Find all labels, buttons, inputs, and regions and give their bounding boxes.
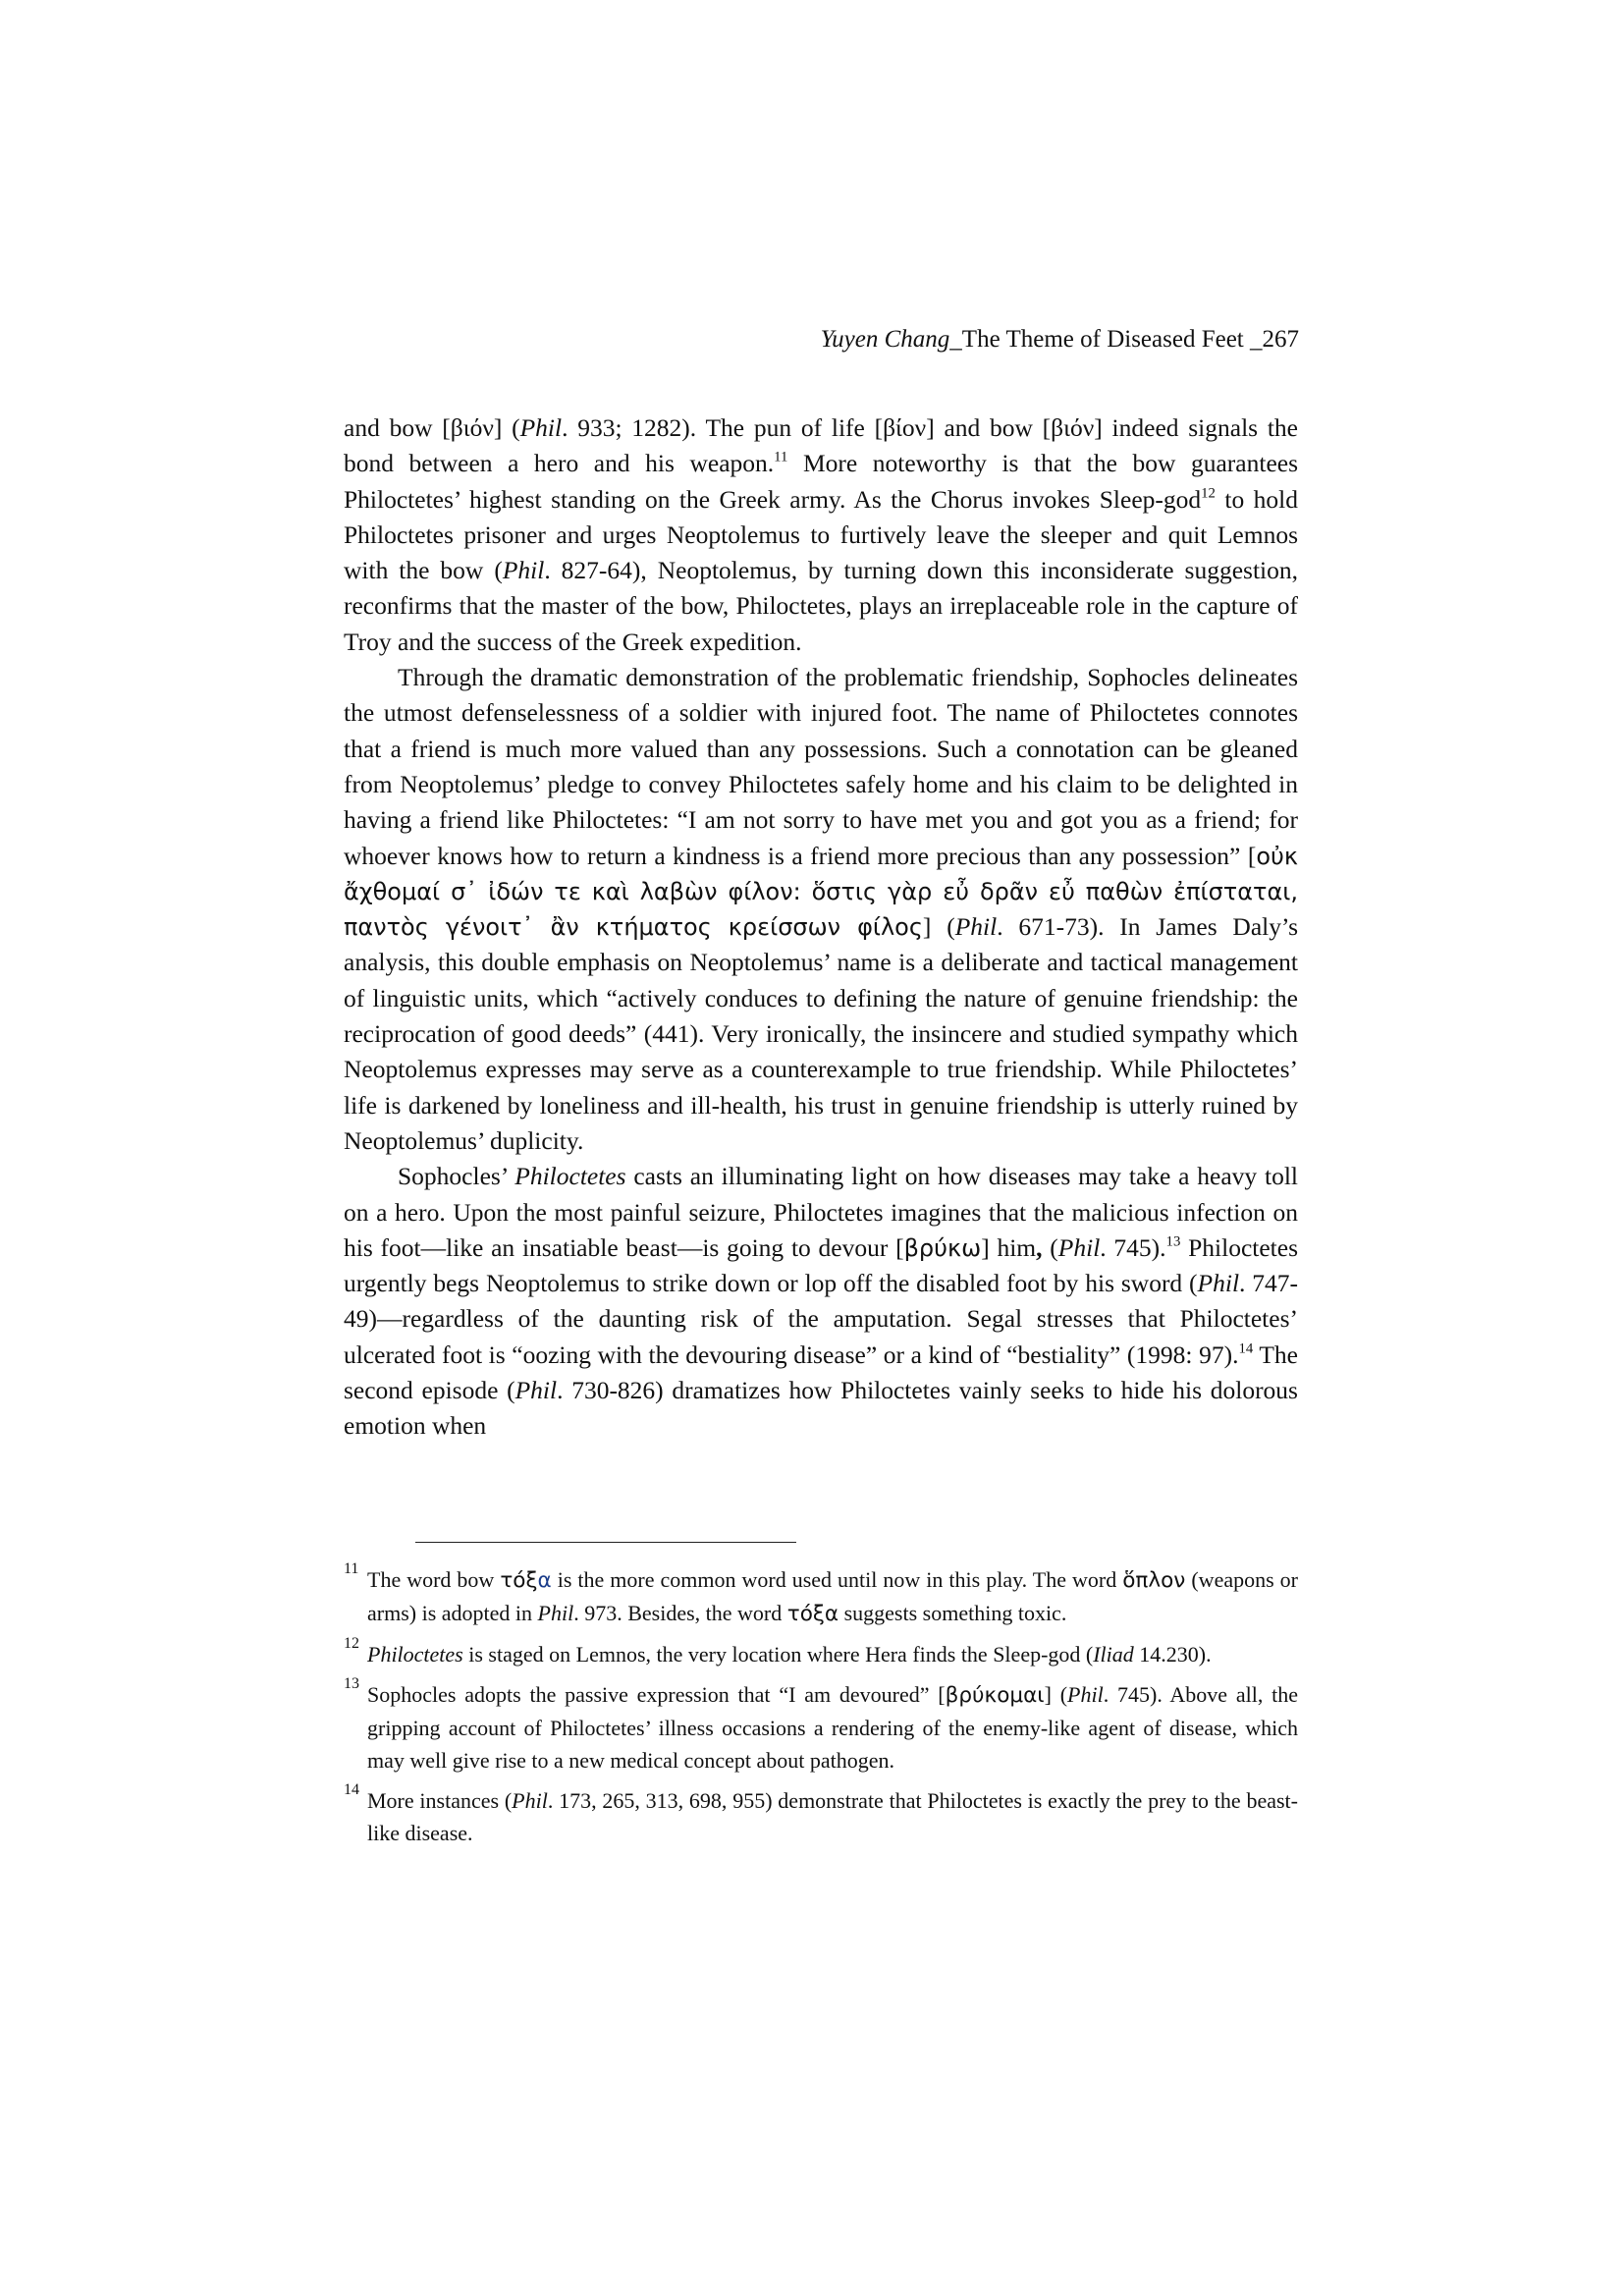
text-run: and bow [βιόν] (	[344, 413, 520, 442]
text-run: ] (	[1044, 1682, 1068, 1707]
text-run: More instances (	[367, 1788, 513, 1813]
footnote-number: 12	[344, 1635, 359, 1652]
text-run: (weapons or arms) is adopted in	[367, 1567, 1298, 1625]
text-run: ,	[1036, 1232, 1043, 1262]
work-citation: Phil	[1057, 1232, 1101, 1262]
footnote-14	[344, 1781, 1298, 1849]
footnote-separator	[415, 1542, 796, 1543]
greek-word-part: τόξ	[500, 1568, 538, 1593]
text-run: . 745). Above all, the gripping account of Philoctetes’ illness occasions a rendering of the enemy-like agent of disease, which may well give rise to a new medical concept about pathogen.	[367, 1682, 1299, 1773]
greek-word: ὅπλον	[1122, 1568, 1186, 1593]
header-title: The Theme of Diseased Feet _267	[961, 326, 1299, 353]
text-run: (	[1042, 1232, 1058, 1262]
work-citation: Iliad	[1093, 1642, 1134, 1667]
footnote-number: 11	[344, 1560, 359, 1577]
footnote-11	[344, 1560, 1298, 1630]
footnote-12	[344, 1635, 1298, 1670]
text-run: is the more common word used until now in this play. The word	[551, 1567, 1123, 1592]
work-title: Philoctetes	[367, 1642, 463, 1667]
text-run: suggests something toxic.	[839, 1601, 1067, 1625]
paragraph	[344, 1159, 1298, 1444]
greek-word: τόξα	[786, 1602, 839, 1626]
paragraph	[344, 410, 1298, 660]
footnote-number: 13	[344, 1675, 359, 1692]
text-run: . 730-826) dramatizes how Philoctetes vainly seeks to hide his dolorous emotion when	[344, 1376, 1298, 1441]
text-run: ] him	[981, 1232, 1037, 1262]
text-run: The word bow	[367, 1567, 501, 1592]
footnote-ref: 12	[1201, 484, 1216, 501]
greek-quotation: οὐκ ἄχθομαί σ᾽ ἰδών τε καὶ λαβὼν φίλον: ὅστις γὰρ εὖ δρᾶν εὖ παθὼν ἐπίσταται, παντὸς γένοιτ᾽ ἂν κτήματος κρείσσων φίλος	[344, 842, 1298, 942]
footnote-ref: 13	[1165, 1233, 1181, 1250]
text-run: Sophocles adopts the passive expression that “I am devoured” [	[367, 1682, 946, 1707]
text-run: Sophocles’	[398, 1162, 515, 1191]
header-separator: _	[949, 326, 962, 353]
greek-word	[500, 1568, 551, 1593]
running-header	[821, 325, 1299, 355]
footnote-number: 14	[344, 1781, 359, 1798]
main-text	[344, 410, 1298, 1445]
work-citation: Phil	[1067, 1682, 1104, 1707]
work-title: Philoctetes	[514, 1162, 626, 1191]
text-run: The second episode (	[344, 1339, 1299, 1405]
text-run: More noteworthy is that the bow guarantees Philoctetes’ highest standing on the Greek army. As the Chorus invokes Sleep-god	[344, 449, 1298, 514]
footnotes	[344, 1560, 1299, 1857]
work-citation: Phil	[512, 1788, 548, 1813]
work-citation: Phil	[954, 912, 998, 942]
text-run: ] (	[922, 912, 955, 942]
text-run: . 827-64), Neoptolemus, by turning down this inconsiderate suggestion, reconfirms that the master of the bow, Philoctetes, plays an irreplaceable role in the capture of Troy and the success of the Greek expedition.	[344, 556, 1298, 656]
work-citation: Phil	[514, 1376, 558, 1405]
work-citation: Phil	[519, 413, 563, 442]
header-author: Yuyen Chang	[820, 326, 950, 353]
footnote-ref: 14	[1238, 1340, 1254, 1357]
text-run: casts an illuminating light on how diseases may take a heavy toll on a hero. Upon the most painful seizure, Philoctetes imagines that the malicious infection on his foot—like an insatiable beast—is going to devour [	[344, 1162, 1298, 1262]
text-run: . 747-49)—regardless of the daunting risk of the amputation. Segal stresses that Philoctetes’ ulcerated foot is “oozing with the devouring disease” or a kind of “bestiality” (1998: 97).	[344, 1269, 1298, 1369]
text-run: Philoctetes urgently begs Neoptolemus to strike down or lop off the disabled foot by his sword (	[344, 1232, 1298, 1298]
text-run: . 173, 265, 313, 698, 955) demonstrate that Philoctetes is exactly the prey to the beast-like disease.	[367, 1788, 1298, 1845]
footnote-13	[344, 1675, 1299, 1777]
text-run: to hold Philoctetes prisoner and urges Neoptolemus to furtively leave the sleeper and quit Lemnos with the bow (	[344, 484, 1299, 585]
text-run: Through the dramatic demonstration of the problematic friendship, Sophocles delineates the utmost defenselessness of a soldier with injured foot. The name of Philoctetes connotes that a friend is much more valued than any possessions. Such a connotation can be gleaned from Neoptolemus’ pledge to convey Philoctetes safely home and his claim to be delighted in having a friend like Philoctetes: “I am not sorry to have met you and got you as a friend; for whoever knows how to return a kindness is a friend more precious than any possession” [	[344, 663, 1298, 870]
work-citation: Phil	[537, 1601, 574, 1625]
text-run: 14.230).	[1133, 1642, 1212, 1667]
paragraph	[344, 660, 1298, 1159]
greek-word: βρύκω	[903, 1233, 982, 1262]
footnote-ref: 11	[774, 449, 788, 465]
text-run: . 933; 1282). The pun of life [βίον] and bow [βιόν] indeed signals the bond between a hero and his weapon.	[344, 413, 1299, 478]
text-run: . 745).	[1100, 1232, 1166, 1262]
greek-word: βρύκομαι	[945, 1683, 1045, 1708]
text-run: . 973. Besides, the word	[573, 1601, 787, 1625]
work-citation: Phil	[1197, 1269, 1240, 1298]
text-run: . 671-73). In James Daly’s analysis, this double emphasis on Neoptolemus’ name is a deliberate and tactical management of linguistic units, which “actively conduces to defining the nature of genuine friendship: the reciprocation of good deeds” (441). Very ironically, the insincere and studied sympathy which Neoptolemus expresses may serve as a counterexample to true friendship. While Philoctetes’ life is darkened by loneliness and ill-health, his trust in genuine friendship is utterly ruined by Neoptolemus’ duplicity.	[344, 912, 1298, 1155]
work-citation: Phil	[502, 556, 545, 585]
text-run: is staged on Lemnos, the very location where Hera finds the Sleep-god (	[462, 1642, 1094, 1667]
greek-word-part: α	[537, 1568, 552, 1593]
